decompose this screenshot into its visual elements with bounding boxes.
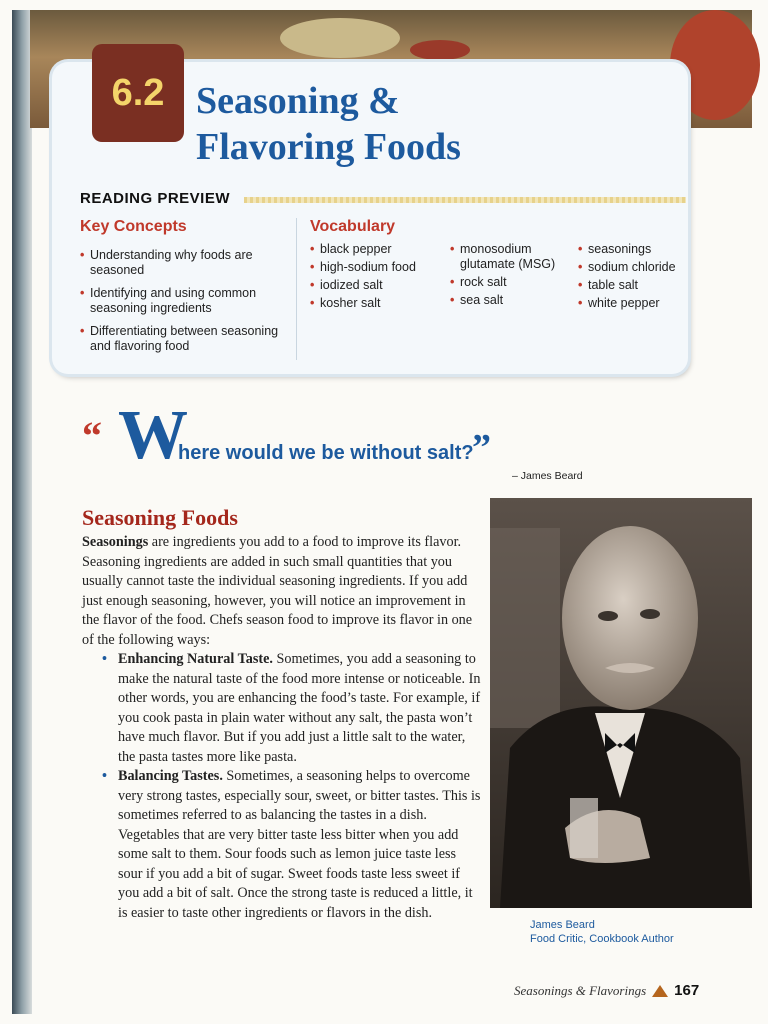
key-concept-item: • Understanding why foods are seasoned [80, 248, 294, 278]
bullet-term: Enhancing Natural Taste. [118, 651, 273, 667]
reading-preview-label: READING PREVIEW [80, 190, 231, 207]
section-title [196, 78, 556, 170]
bullet-text: Sometimes, you add a seasoning to make the natural taste of the food more intense or noticeable. In other words, you are enhancing the food’s taste. For example, if you cook pasta in plain water without any salt, the pasta won’t have much flavor. But if you add just a little salt to the water, the pasta tastes more like pasta. [118, 651, 481, 765]
footer-chapter: Seasonings & Flavorings [514, 982, 647, 998]
vocabulary-item: • table salt [578, 278, 698, 293]
vocabulary-item: • sodium chloride [578, 260, 698, 275]
vocabulary-item: • black pepper [310, 242, 440, 257]
vocabulary-item: • monosodium glutamate (MSG) [450, 242, 570, 272]
vocabulary-item: • kosher salt [310, 296, 440, 311]
quote-drop-cap: W [118, 397, 188, 474]
spice-pile-decoration [280, 18, 400, 58]
section-number-tab [92, 44, 184, 142]
key-concept-item: • Identifying and using common seasoning ingredients [80, 286, 294, 316]
vocabulary-column-1 [310, 242, 440, 314]
page-footer [514, 982, 699, 999]
photo-caption [530, 918, 674, 946]
quote-text: here would we be without salt? [178, 442, 474, 464]
section-title-line2: Flavoring Foods [196, 126, 461, 168]
vocabulary-column-2 [450, 242, 570, 311]
bullet-dot: • [102, 651, 107, 667]
vocabulary-heading: Vocabulary [310, 218, 396, 235]
bullet-dot: • [102, 768, 107, 784]
peppercorn-decoration [410, 40, 470, 60]
close-quote-mark: ” [472, 427, 491, 469]
caption-name: James Beard [530, 919, 595, 931]
bullet-balancing-tastes [82, 767, 482, 923]
open-quote-mark: “ [82, 413, 102, 458]
section-title-line1: Seasoning & [196, 80, 400, 122]
vocabulary-item: • iodized salt [310, 278, 440, 293]
caption-role: Food Critic, Cookbook Author [530, 933, 674, 945]
section-number: 6.2 [111, 71, 165, 114]
article-body [82, 533, 482, 923]
vocabulary-item: • white pepper [578, 296, 698, 311]
bullet-text: Sometimes, a seasoning helps to overcome very strong tastes, especially sour, sweet, or bitter tastes. This is sometimes referred to as balancing the tastes in a dish. Vegetables that are very bitter taste less bitter when you add some salt to them. Sour foods such as lemon juice taste less sour if you add a bit of sugar. Sweet foods taste less sweet if you add a bit of salt. Once the strong taste is reduced a little, it is easier to taste other ingredients or flavors in the dish. [118, 768, 481, 921]
key-concept-item: • Differentiating between seasoning and flavoring food [80, 324, 294, 354]
vocabulary-item: • seasonings [578, 242, 698, 257]
article-heading: Seasoning Foods [82, 505, 238, 530]
key-concepts-heading: Key Concepts [80, 218, 187, 235]
vocabulary-item: • sea salt [450, 293, 570, 308]
page-number: 167 [674, 982, 700, 999]
intro-term: Seasonings [82, 534, 149, 550]
column-divider [296, 218, 297, 360]
vocabulary-column-3 [578, 242, 698, 314]
bullet-enhancing-taste [82, 650, 482, 767]
quote-attribution: – James Beard [512, 470, 583, 482]
intro-text: are ingredients you add to a food to improve its flavor. Seasoning ingredients are added in such small quantities that you usually cannot taste the individual seasoning ingredients. If you add just enough seasoning, however, you will notice an improvement in the flavor of the food. Chefs season food to improve its flavor in one of the following ways: [82, 534, 473, 648]
james-beard-photo [490, 498, 752, 908]
reading-preview-rule [244, 197, 686, 203]
bullet-term: Balancing Tastes. [118, 768, 223, 784]
key-concepts-list [80, 248, 294, 362]
pull-quote [82, 397, 642, 474]
portrait-illustration [490, 498, 752, 908]
vocabulary-item: • high-sodium food [310, 260, 440, 275]
intro-paragraph [82, 533, 482, 650]
vocabulary-item: • rock salt [450, 275, 570, 290]
footer-triangle-icon [652, 985, 668, 997]
book-spine-shadow [12, 10, 32, 1014]
